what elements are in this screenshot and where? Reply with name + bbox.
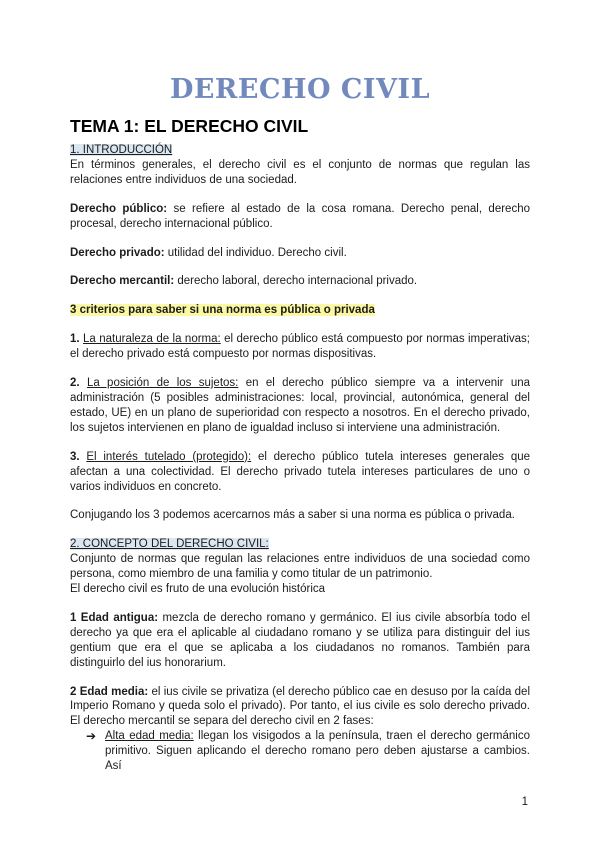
page-number: 1 [521, 796, 528, 809]
era-edad-media [70, 685, 530, 730]
criterion-text: el derecho público está compuesto por normas imperativas; el derecho privado está compuesto por normas dispositivas. [70, 333, 530, 361]
bullet-alta-edad-media [70, 729, 530, 774]
criterion-text: en el derecho público siempre va a intervenir una administración (5 posibles administraciones: local, provincial, autonómica, general del estado, UE) en un plano de superioridad con respecto a nosotros. En el derecho privado, los sujetos intervienen en plano de igualdad incluso si interviene una administración. [70, 377, 531, 434]
term-label: Derecho privado: [70, 246, 165, 259]
tema-heading: TEMA 1: EL DERECHO CIVIL [70, 116, 309, 136]
era-label: 2 Edad media: [70, 685, 149, 698]
criterion-1 [70, 332, 530, 362]
term-text: se refiere al estado de la cosa romana. Derecho penal, derecho procesal, derecho internacional público. [70, 202, 530, 230]
criterion-3 [70, 450, 530, 495]
criterion-text: el derecho público tutela intereses generales que afectan a una colectividad. El derecho privado tutela intereses particulares de uno o varios individuos en concreto. [70, 450, 531, 493]
bullet-term: Alta edad media: [105, 730, 194, 743]
criterion-number: 2. [70, 377, 80, 390]
term-text: derecho laboral, derecho internacional privado. [174, 275, 418, 288]
section1-intro: En términos generales, el derecho civil es el conjunto de normas que regulan las relaciones entre individuos de una sociedad. [70, 158, 530, 186]
criterion-number: 1. [70, 333, 80, 346]
section2-heading: 2. CONCEPTO DEL DERECHO CIVIL: [70, 538, 269, 551]
term-derecho-privado [70, 246, 530, 261]
criterion-2 [70, 376, 530, 436]
term-text: utilidad del individuo. Derecho civil. [164, 246, 347, 259]
criterion-number: 3. [70, 450, 80, 463]
arrow-bullet-icon: ➔ [86, 729, 97, 744]
era-text: el ius civile se privatiza (el derecho público cae en desuso por la caída del Imperio Romano y queda solo el privado). Por tanto, el ius civile es solo derecho privado. El derecho mercantil se separa del derecho civil en 2 fases: [70, 685, 531, 728]
criterion-term: La posición de los sujetos: [86, 377, 239, 390]
bullet-text: llegan los visigodos a la península, traen el derecho germánico primitivo. Siguen aplicando el derecho romano pero deben ajustarse a cambios. Así [105, 730, 530, 773]
era-label: 1 Edad antigua: [70, 611, 159, 624]
section1-conclusion: Conjugando los 3 podemos acercarnos más a saber si una norma es pública o privada. [70, 509, 515, 522]
criteria-heading-line [70, 303, 530, 318]
section1-heading: 1. INTRODUCCIÓN [70, 144, 173, 156]
section2-heading-line [70, 537, 530, 552]
criterion-term: La naturaleza de la norma: [83, 333, 221, 346]
term-derecho-publico [70, 202, 530, 232]
section2-para2: El derecho civil es fruto de una evolución histórica [70, 583, 326, 596]
criterion-term: El interés tutelado (protegido): [86, 450, 252, 463]
document-title: DERECHO CIVIL [169, 74, 431, 105]
era-text: mezcla de derecho romano y germánico. El ius civile absorbía todo el derecho ya que era el aplicable al ciudadano romano y se utiliza para distinguir del ius gentium que era el que se aplicaba a los ciudadanos no romanos. También para distinguirlo del ius honorarium. [70, 611, 530, 669]
section2-para1: Conjunto de normas que regulan las relaciones entre individuos de una sociedad como persona, como miembro de una familia y como titular de un patrimonio. [70, 553, 530, 581]
term-label: Derecho mercantil: [70, 275, 175, 288]
term-label: Derecho público: [70, 202, 168, 215]
term-derecho-mercantil [70, 274, 530, 289]
section1-heading-line [70, 143, 530, 158]
era-edad-antigua [70, 611, 530, 671]
criteria-heading: 3 criterios para saber si una norma es pública o privada [70, 304, 375, 317]
